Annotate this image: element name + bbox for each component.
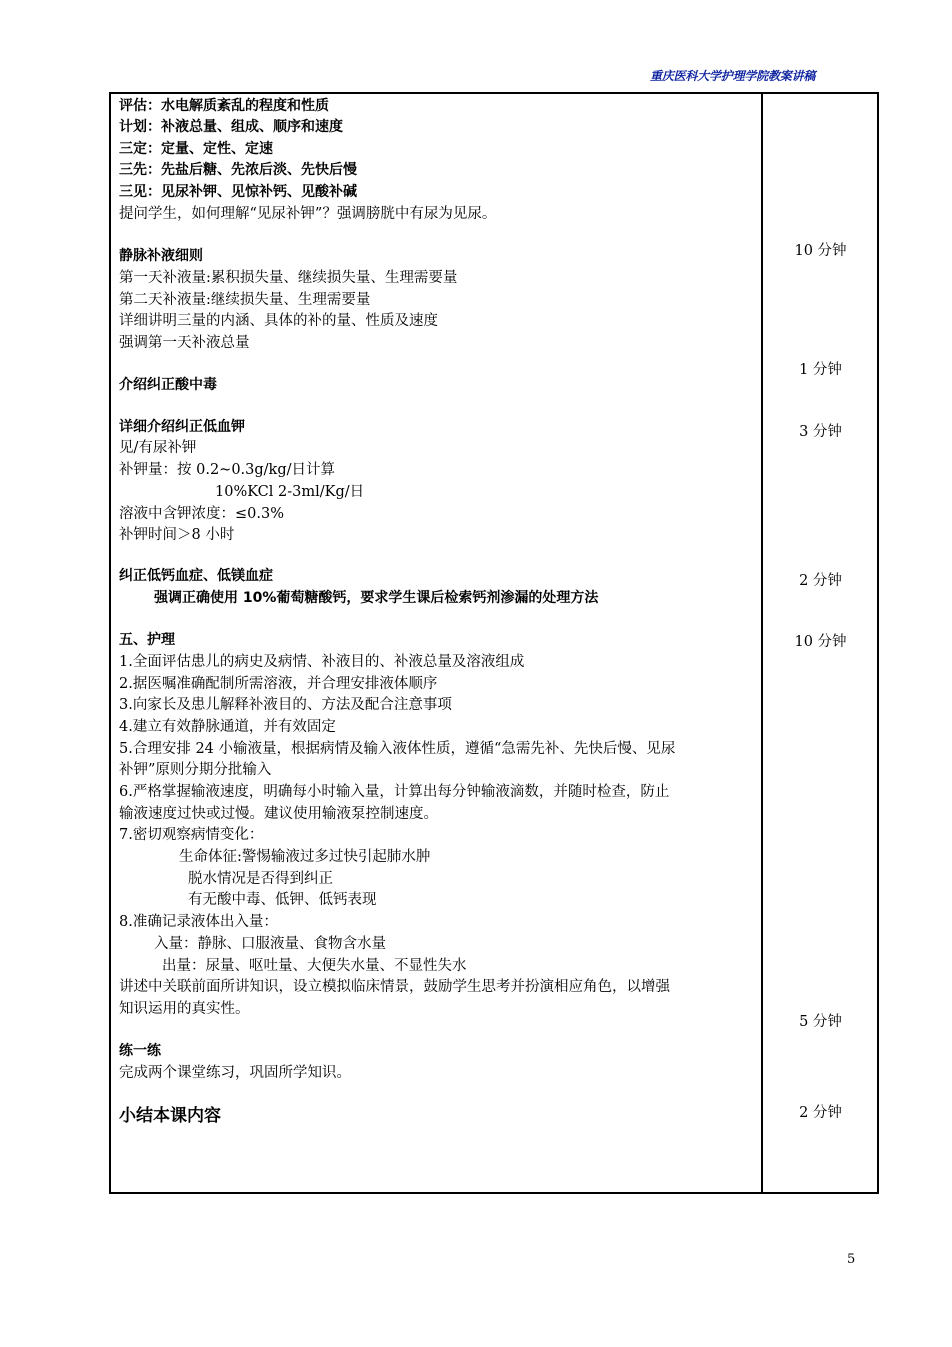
content-line: 强调正确使用 10%葡萄糖酸钙，要求学生课后检索钙剂渗漏的处理方法 xyxy=(154,590,599,606)
content-line: 7.密切观察病情变化： xyxy=(119,827,264,843)
content-line: 6.严格掌握输液速度，明确每小时输入量，计算出每分钟输液滴数，并随时检查，防止 xyxy=(119,784,670,800)
content-line: 10%KCl 2-3ml/Kg/日 xyxy=(215,484,365,500)
content-line: 三先：先盐后糖、先浓后淡、先快后慢 xyxy=(119,162,357,178)
content-line: 强调第一天补液总量 xyxy=(119,335,250,351)
section-heading: 详细介绍纠正低血钾 xyxy=(119,419,245,435)
section-heading: 纠正低钙血症、低镁血症 xyxy=(119,568,273,584)
time-cell: 10 分钟 xyxy=(794,243,847,259)
section-heading: 静脉补液细则 xyxy=(119,248,203,264)
content-line: 出量：尿量、呕吐量、大便失水量、不显性失水 xyxy=(162,958,467,974)
time-cell: 2 分钟 xyxy=(799,1105,842,1121)
section-heading: 练一练 xyxy=(119,1043,161,1059)
content-line: 评估：水电解质紊乱的程度和性质 xyxy=(119,98,329,114)
content-line: 见/有尿补钾 xyxy=(119,440,197,456)
content-line: 知识运用的真实性。 xyxy=(119,1001,250,1017)
content-line: 5.合理安排 24 小输液量，根据病情及输入液体性质，遵循“急需先补、先快后慢、见尿 xyxy=(119,741,676,757)
content-line: 脱水情况是否得到纠正 xyxy=(188,871,333,887)
content-line: 详细讲明三量的内涵、具体的补的量、性质及速度 xyxy=(119,313,438,329)
content-line: 有无酸中毒、低钾、低钙表现 xyxy=(188,892,377,908)
content-line: 2.据医嘱准确配制所需溶液，并合理安排液体顺序 xyxy=(119,676,438,692)
content-line: 三见：见尿补钾、见惊补钙、见酸补碱 xyxy=(119,184,357,200)
content-line: 8.准确记录液体出入量： xyxy=(119,914,278,930)
page-header: 重庆医科大学护理学院教案讲稿 xyxy=(650,69,816,83)
content-line: 4.建立有效静脉通道，并有效固定 xyxy=(119,719,336,735)
content-line: 提问学生，如何理解“见尿补钾”？强调膀胱中有尿为见尿。 xyxy=(119,206,497,222)
content-line: 补钾量：按 0.2~0.3g/kg/日计算 xyxy=(119,462,335,478)
content-line: 补钾时间＞8 小时 xyxy=(119,527,235,543)
time-cell: 2 分钟 xyxy=(799,573,842,589)
content-line: 3.向家长及患儿解释补液目的、方法及配合注意事项 xyxy=(119,697,452,713)
content-line: 1.全面评估患儿的病史及病情、补液目的、补液总量及溶液组成 xyxy=(119,654,525,670)
content-line: 三定：定量、定性、定速 xyxy=(119,141,273,157)
content-line: 第一天补液量:累积损失量、继续损失量、生理需要量 xyxy=(119,270,458,286)
page-number: 5 xyxy=(847,1252,856,1267)
lesson-table xyxy=(109,92,879,1194)
section-heading: 介绍纠正酸中毒 xyxy=(119,377,217,393)
content-line: 讲述中关联前面所讲知识，设立模拟临床情景，鼓励学生思考并扮演相应角色，以增强 xyxy=(119,979,670,995)
content-line: 完成两个课堂练习，巩固所学知识。 xyxy=(119,1065,351,1081)
time-cell: 1 分钟 xyxy=(799,362,842,378)
content-line: 补钾”原则分期分批输入 xyxy=(119,762,272,778)
content-line: 生命体征:警惕输液过多过快引起肺水肿 xyxy=(179,849,431,865)
content-line: 第二天补液量:继续损失量、生理需要量 xyxy=(119,292,371,308)
section-heading: 五、护理 xyxy=(119,632,175,648)
time-cell: 5 分钟 xyxy=(799,1014,842,1030)
content-line: 入量：静脉、口服液量、食物含水量 xyxy=(154,936,386,952)
section-heading: 小结本课内容 xyxy=(119,1106,221,1126)
content-line: 输液速度过快或过慢。建议使用输液泵控制速度。 xyxy=(119,806,438,822)
time-cell: 3 分钟 xyxy=(799,424,842,440)
content-line: 溶液中含钾浓度：≤0.3% xyxy=(119,506,284,522)
content-line: 计划：补液总量、组成、顺序和速度 xyxy=(119,119,343,135)
time-cell: 10 分钟 xyxy=(794,634,847,650)
